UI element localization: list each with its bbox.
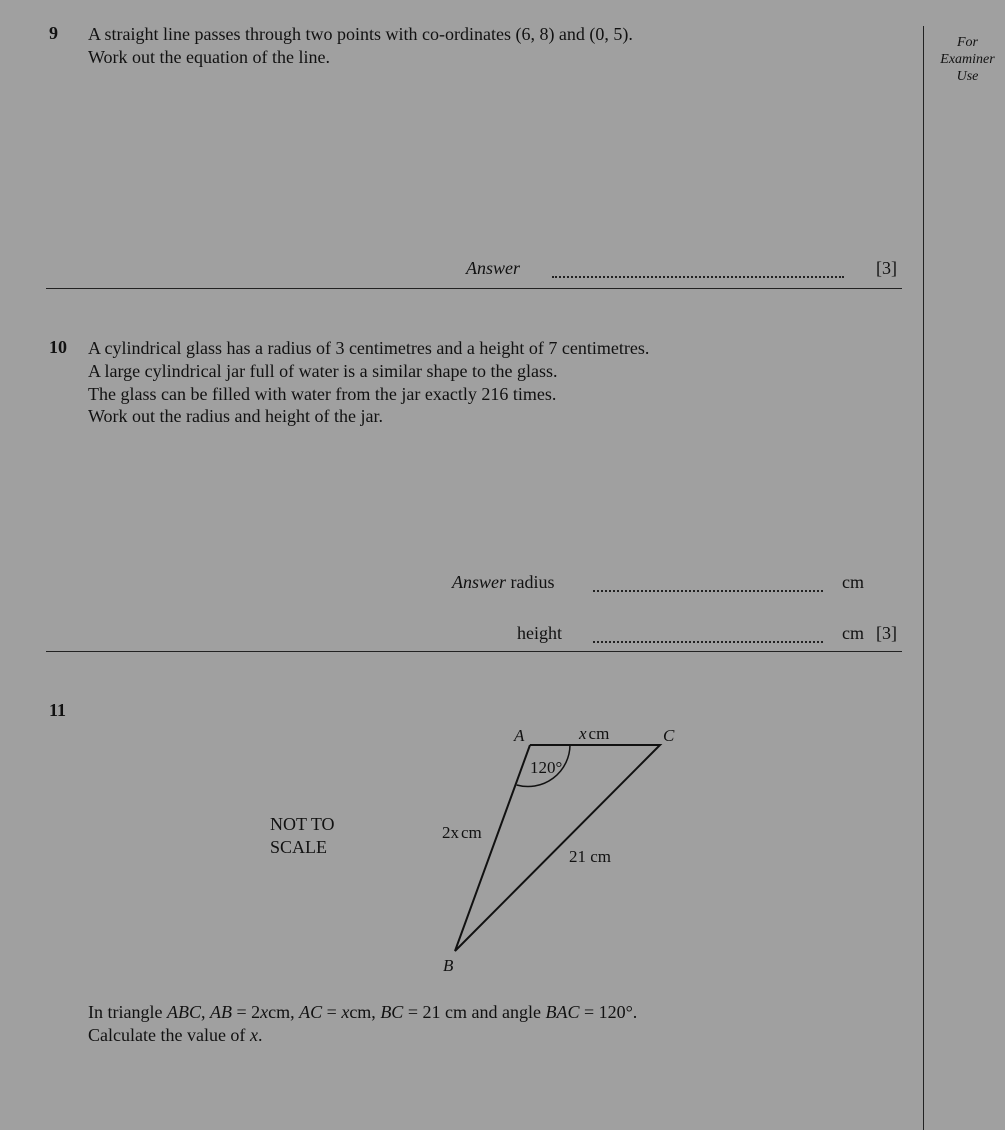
vertex-b-label: B [443,956,454,975]
examiner-use-label: For Examiner Use [940,35,995,84]
vertex-a-label: A [514,726,525,745]
q10-line3: The glass can be filled with water from the jar exactly 216 times. [88,384,557,404]
q9-line2: Work out the equation of the line. [88,47,330,67]
q9-marks: [3] [876,258,897,278]
side-bc-label: 21 cm [569,847,612,866]
q10-height-unit: cm [842,623,864,643]
not-to-scale-line2: SCALE [270,837,328,857]
q10-height-label: height [517,623,562,643]
q10-line2: A large cylindrical jar full of water is a similar shape to the glass. [88,361,558,381]
q11-line2: Calculate the value of x. [88,1025,263,1045]
q10-answer-radius-label: Answer radius [452,572,555,592]
side-ab-label: 2x cm [442,823,482,842]
q10-marks: [3] [876,623,897,643]
q10-number: 10 [49,337,67,357]
side-ac-label: x cm [579,724,610,743]
q10-radius-unit: cm [842,572,864,592]
angle-label: 120° [530,758,563,777]
q10-line1: A cylindrical glass has a radius of 3 centimetres and a height of 7 centimetres. [88,338,650,358]
q11-number: 11 [49,700,67,720]
vertex-c-label: C [663,726,675,745]
q9-line1: A straight line passes through two points with co-ordinates (6, 8) and (0, 5). [88,24,633,44]
q10-line4: Work out the radius and height of the jar. [88,406,383,426]
not-to-scale-line1: NOT TO [270,814,335,834]
q11-statement: In triangle ABC, AB = 2xcm, AC = xcm, BC = 21 cm and angle BAC = 120°. [88,1002,638,1022]
q9-answer-label: Answer [466,258,520,278]
q9-number: 9 [49,23,58,43]
